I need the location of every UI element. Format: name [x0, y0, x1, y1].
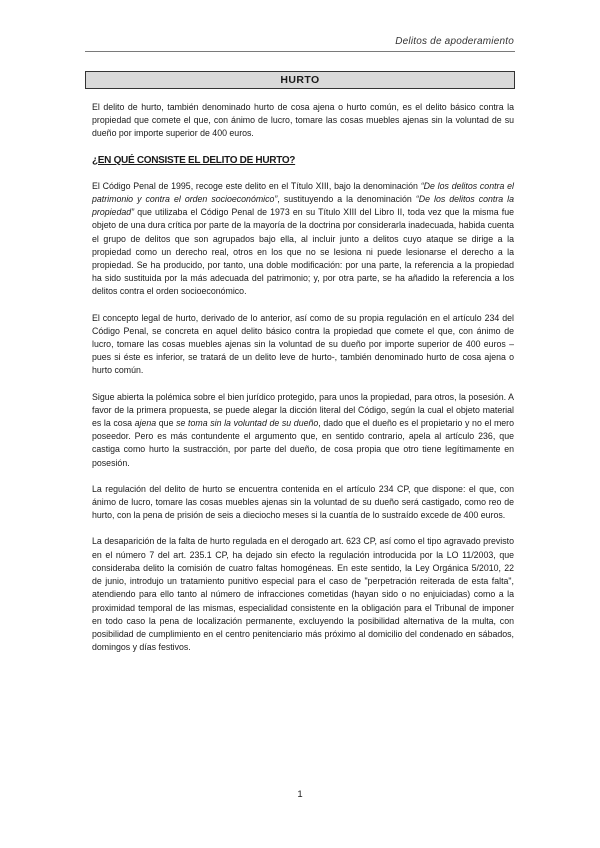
section-heading: ¿EN QUÉ CONSISTE EL DELITO DE HURTO?	[92, 154, 296, 166]
paragraph-desaparicion-falta: La desaparición de la falta de hurto regulada en el derogado art. 623 CP, así como el tipo agravado previsto en el número 7 del art. 235.1 CP, ha dejado sin efecto la regulación introducida por la LO 11/2003, que consideraba delito la comisión de cuatro faltas homogéneas. En este sentido, la Ley Orgánica 5/2010, 22 de junio, introdujo un tratamiento punitivo especial para el caso de "perpetración reiterada de esta falta", atendiendo para ello tanto al número de infracciones cometidas (hayan sido o no enjuiciadas) como a la proximidad temporal de las mismas, especialidad consistente en la obligación para el Tribunal de imponer en todo caso la pena de localización permanente, excluyendo la posibilidad alternativa de la multa, con posibilidad de cumplimiento en el centro penitenciario más próximo al domicilio del condenado en sábados, domingos y días festivos.	[92, 536, 514, 653]
running-header: Delitos de apoderamiento	[395, 36, 514, 47]
quoted-title: “De los delitos contra la propiedad”	[92, 194, 515, 218]
paragraph-text: , dado que el dueño es el propietario y no el mero poseedor. Pero es más contundente el argumento que, en sentido contrario, apela al artículo 236, que castiga como hurto la sustracción, por parte del dueño, de cosa propia que otro tiene legítimamente en posesión.	[92, 418, 514, 468]
paragraph-text: Sigue abierta la polémica sobre el bien jurídico protegido, para unos la propiedad, para otros, la posesión. A favor de la primera propuesta, se puede alegar la dicción literal del Código, según la cual el objeto material es la cosa	[92, 391, 514, 429]
paragraph-text: que	[156, 418, 177, 429]
paragraph-codigo-penal	[92, 180, 514, 299]
paragraph-text: , sustituyendo a la denominación	[277, 194, 416, 205]
paragraph-regulacion: La regulación del delito de hurto se encuentra contenida en el artículo 234 CP, que dispone: el que, con ánimo de lucro, tomare las cosas muebles ajenas sin la voluntad de su dueño será castigado, como reo de hurto, con la pena de prisión de seis a dieciocho meses si la cuantía de lo sustraído excede de 400 euros.	[92, 483, 514, 521]
paragraph-concepto-legal: El concepto legal de hurto, derivado de lo anterior, así como de su propia regulación en el artículo 234 del Código Penal, se concreta en aquel delito básico contra la propiedad que comete el que, con ánimo de lucro, tomare las cosas muebles ajenas sin la voluntad de su dueño por importe superior de 400 euros –pues si éste es inferior, se tratará de un delito leve de hurto-, también denominado hurto de cosa ajena o hurto común.	[92, 312, 514, 376]
document-body	[92, 101, 514, 667]
quoted-title: “De los delitos contra el patrimonio y contra el orden socioeconómico”	[92, 180, 514, 205]
page-number: 1	[297, 789, 303, 800]
paragraph-text: El Código Penal de 1995, recoge este delito en el Título XIII, bajo la denominación	[92, 180, 421, 191]
paragraph-text: que utilizaba el Código Penal de 1973 en su Título XIII del Libro II, toda vez que la misma fue objeto de una dura crítica por parte de la mayoría de la doctrina por considerarla inadecuada, habida cuenta el grupo de delitos que son agrupados bajo ella, al incluir junto a delitos cuyo ataque se dirige a la propiedad como un derecho real, otros en los que no se lesiona ni puede lesionarse el derecho a la propiedad. Se ha producido, por tanto, una doble modificación: por una parte, la referencia a la propiedad ha sido sustituida por la más adecuada del patrimonio; y, por otra parte, se ha añadido la referencia a los delitos contra el orden socioeconómico.	[92, 207, 514, 297]
emphasis-text: se toma sin la voluntad de su dueño	[176, 418, 319, 429]
emphasis-text: ajena	[134, 418, 157, 429]
paragraph-bien-juridico	[92, 391, 514, 470]
header-rule	[85, 51, 515, 52]
document-title: HURTO	[85, 71, 515, 89]
intro-paragraph: El delito de hurto, también denominado hurto de cosa ajena o hurto común, es el delito básico contra la propiedad que comete el que, con ánimo de lucro, tomare las cosas muebles ajenas sin la voluntad de su dueño por importe superior de 400 euros.	[92, 102, 514, 139]
